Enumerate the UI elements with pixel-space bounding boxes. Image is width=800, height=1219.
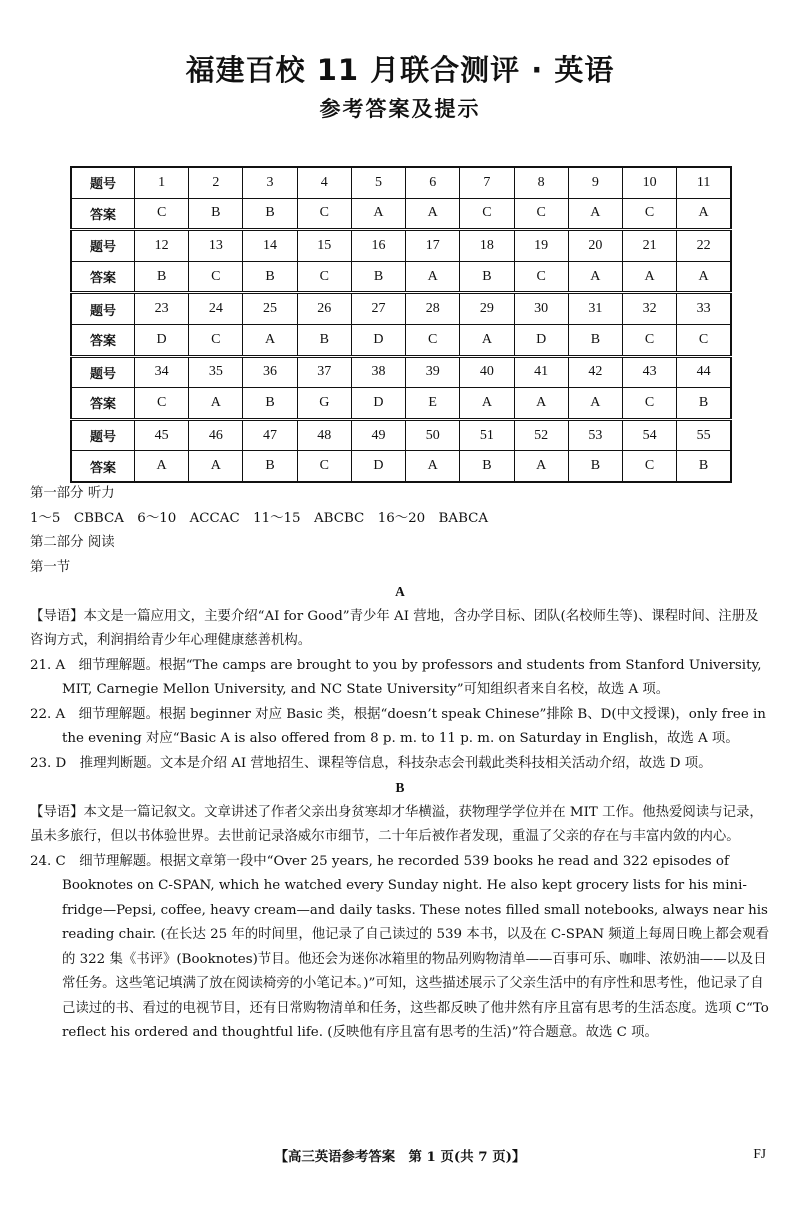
answer-row — [71, 261, 731, 293]
question-number-cell: 25 — [243, 293, 297, 325]
answer-cell: C — [189, 324, 243, 356]
question-number-cell: 12 — [135, 230, 189, 262]
answer-cell: B — [243, 451, 297, 482]
answer-cell: B — [568, 451, 622, 482]
answer-cell: A — [622, 261, 676, 293]
question-number-cell: 17 — [406, 230, 460, 262]
answer-explanations — [30, 482, 770, 1046]
question-number-cell: 43 — [622, 356, 676, 388]
question-number-cell: 48 — [297, 419, 351, 451]
question-number-cell: 51 — [460, 419, 514, 451]
answer-cell: D — [351, 324, 405, 356]
question-number-cell: 46 — [189, 419, 243, 451]
passage-b-label: B — [395, 780, 405, 795]
passage-b-guide: 【导语】本文是一篇记叙文。文章讲述了作者父亲出身贫寒却才华横溢，获物理学学位并在 MIT 工作。他热爱阅读与记录，虽未多旅行，但以书体验世界。去世前记录洛威尔市细节，二十年后被作者发现，重温了父亲的存在与丰富内敛的内心。 — [30, 804, 763, 844]
answer-cell: A — [406, 198, 460, 230]
question-number-row — [71, 356, 731, 388]
question-number-cell: 11 — [677, 167, 731, 198]
answer-cell: A — [568, 388, 622, 420]
passage-a-guide: 【导语】本文是一篇应用文，主要介绍“AI for Good”青少年 AI 营地，含办学目标、团队(名校师生等)、课程时间、注册及咨询方式，利润捐给青少年心理健康慈善机构。 — [30, 608, 759, 648]
answer-cell: C — [406, 324, 460, 356]
question-number-cell: 41 — [514, 356, 568, 388]
answer-cell: A — [135, 451, 189, 482]
row-header-answer: 答案 — [71, 198, 135, 230]
passage-a-label: A — [395, 584, 405, 599]
answer-cell: C — [622, 451, 676, 482]
part1-title: 第一部分 听力 — [30, 486, 115, 501]
answer-cell: G — [297, 388, 351, 420]
question-number-cell: 22 — [677, 230, 731, 262]
question-number-cell: 19 — [514, 230, 568, 262]
answer-cell: C — [297, 198, 351, 230]
listening-answers: 1～5 CBBCA 6～10 ACCAC 11～15 ABCBC 16～20 BABCA — [30, 510, 489, 526]
question-number-cell: 5 — [351, 167, 405, 198]
answer-cell: D — [135, 324, 189, 356]
answer-cell: C — [135, 388, 189, 420]
page-subtitle: 参考答案及提示 — [319, 97, 481, 121]
question-number-cell: 23 — [135, 293, 189, 325]
question-number-cell: 34 — [135, 356, 189, 388]
answer-cell: A — [568, 261, 622, 293]
question-number-cell: 10 — [622, 167, 676, 198]
answer-cell: A — [568, 198, 622, 230]
question-number-cell: 15 — [297, 230, 351, 262]
answer-cell: A — [406, 261, 460, 293]
question-number-cell: 2 — [189, 167, 243, 198]
answer-cell: A — [677, 198, 731, 230]
answer-cell: E — [406, 388, 460, 420]
answer-cell: A — [351, 198, 405, 230]
row-header-number: 题号 — [71, 167, 135, 198]
question-number-cell: 6 — [406, 167, 460, 198]
answer-cell: B — [677, 451, 731, 482]
question-number-cell: 21 — [622, 230, 676, 262]
answer-cell: A — [514, 388, 568, 420]
row-header-number: 题号 — [71, 419, 135, 451]
answer-row — [71, 388, 731, 420]
answer-cell: B — [189, 198, 243, 230]
answer-cell: B — [677, 388, 731, 420]
question-number-cell: 18 — [460, 230, 514, 262]
question-number-cell: 40 — [460, 356, 514, 388]
question-21: 21. A 细节理解题。根据“The camps are brought to you by professors and students from Stanford University, MIT, Carnegie Mellon University, and NC State University”可知组织者来自名校，故选 A 项。 — [30, 657, 762, 697]
question-number-row — [71, 230, 731, 262]
question-number-cell: 26 — [297, 293, 351, 325]
question-number-cell: 32 — [622, 293, 676, 325]
question-number-cell: 55 — [677, 419, 731, 451]
question-number-cell: 9 — [568, 167, 622, 198]
answer-cell: A — [189, 451, 243, 482]
question-number-cell: 27 — [351, 293, 405, 325]
question-number-row — [71, 167, 731, 198]
question-23: 23. D 推理判断题。文本是介绍 AI 营地招生、课程等信息，科技杂志会刊载此类科技相关活动介绍，故选 D 项。 — [30, 755, 712, 771]
question-number-cell: 47 — [243, 419, 297, 451]
question-number-cell: 28 — [406, 293, 460, 325]
answer-cell: B — [460, 451, 514, 482]
question-number-cell: 52 — [514, 419, 568, 451]
answer-row — [71, 324, 731, 356]
question-number-cell: 13 — [189, 230, 243, 262]
part2-title: 第二部分 阅读 — [30, 535, 115, 550]
question-number-cell: 38 — [351, 356, 405, 388]
question-number-cell: 35 — [189, 356, 243, 388]
row-header-number: 题号 — [71, 230, 135, 262]
answer-cell: C — [297, 261, 351, 293]
answer-cell: C — [514, 261, 568, 293]
answer-cell: B — [351, 261, 405, 293]
answer-cell: A — [514, 451, 568, 482]
answer-row — [71, 198, 731, 230]
answer-cell: C — [189, 261, 243, 293]
question-number-cell: 31 — [568, 293, 622, 325]
question-number-cell: 16 — [351, 230, 405, 262]
answer-cell: B — [135, 261, 189, 293]
question-number-cell: 3 — [243, 167, 297, 198]
answer-cell: C — [460, 198, 514, 230]
question-22: 22. A 细节理解题。根据 beginner 对应 Basic 类，根据“doesn’t speak Chinese”排除 B、D(中文授课)，only free in the evening 对应“Basic A is also offered from 8 p. m. to 11 p. m. on Saturday in English，故选 A 项。 — [30, 706, 766, 746]
question-number-cell: 53 — [568, 419, 622, 451]
answer-cell: B — [243, 388, 297, 420]
page-footer: 【高三英语参考答案 第 1 页(共 7 页)】 — [274, 1149, 526, 1165]
answer-cell: D — [514, 324, 568, 356]
question-number-row — [71, 293, 731, 325]
question-number-cell: 54 — [622, 419, 676, 451]
question-number-cell: 37 — [297, 356, 351, 388]
answer-cell: A — [460, 324, 514, 356]
row-header-answer: 答案 — [71, 261, 135, 293]
question-number-cell: 30 — [514, 293, 568, 325]
answer-cell: C — [514, 198, 568, 230]
question-number-cell: 39 — [406, 356, 460, 388]
answer-cell: D — [351, 451, 405, 482]
question-number-cell: 44 — [677, 356, 731, 388]
answer-cell: A — [243, 324, 297, 356]
row-header-number: 题号 — [71, 356, 135, 388]
question-number-cell: 14 — [243, 230, 297, 262]
answer-cell: B — [568, 324, 622, 356]
question-number-cell: 33 — [677, 293, 731, 325]
answer-cell: C — [677, 324, 731, 356]
answer-cell: C — [622, 324, 676, 356]
question-number-cell: 1 — [135, 167, 189, 198]
question-number-cell: 50 — [406, 419, 460, 451]
answer-cell: C — [297, 451, 351, 482]
question-number-cell: 42 — [568, 356, 622, 388]
answer-cell: A — [189, 388, 243, 420]
answer-cell: D — [351, 388, 405, 420]
answer-cell: C — [622, 388, 676, 420]
row-header-number: 题号 — [71, 293, 135, 325]
question-number-cell: 20 — [568, 230, 622, 262]
question-number-cell: 49 — [351, 419, 405, 451]
question-number-row — [71, 419, 731, 451]
question-number-cell: 36 — [243, 356, 297, 388]
question-number-cell: 8 — [514, 167, 568, 198]
question-24: 24. C 细节理解题。根据文章第一段中“Over 25 years, he recorded 539 books he read and 322 episodes of Booknotes on C-SPAN, which he watched every Sunday night. He also kept grocery lists for his mini-fridge—Pepsi, coffee, heavy cream—and daily tasks. These notes filled small notebooks, always near his reading chair. (在长达 25 年的时间里，他记录了自己读过的 539 本书，以及在 C-SPAN 频道上每周日晚上都会观看的 322 集《书评》(Booknotes)节目。他还会为迷你冰箱里的物品列购物清单——百事可乐、咖啡、浓奶油——以及日常任务。这些笔记填满了放在阅读椅旁的小笔记本。)”可知，这些描述展示了父亲生活中的有序性和思考性，他记录了自己读过的书、看过的电视节目，还有日常购物清单和任务，这些都反映了他井然有序且富有思考的生活态度。选项 C“To reflect his ordered and thoughtful life. (反映他有序且富有思考的生活)”符合题意。故选 C 项。 — [30, 853, 769, 1040]
answer-cell: C — [135, 198, 189, 230]
question-number-cell: 4 — [297, 167, 351, 198]
answer-cell: B — [243, 198, 297, 230]
answer-cell: A — [406, 451, 460, 482]
answer-cell: B — [243, 261, 297, 293]
answer-cell: A — [677, 261, 731, 293]
section1-title: 第一节 — [30, 559, 71, 575]
answer-cell: B — [297, 324, 351, 356]
question-number-cell: 45 — [135, 419, 189, 451]
row-header-answer: 答案 — [71, 451, 135, 482]
answer-row — [71, 451, 731, 482]
region-code: FJ — [753, 1146, 766, 1161]
question-number-cell: 7 — [460, 167, 514, 198]
page-title: 福建百校 11 月联合测评 · 英语 — [185, 53, 615, 87]
row-header-answer: 答案 — [71, 324, 135, 356]
answer-table — [70, 166, 732, 483]
row-header-answer: 答案 — [71, 388, 135, 420]
question-number-cell: 24 — [189, 293, 243, 325]
answer-cell: B — [460, 261, 514, 293]
answer-cell: A — [460, 388, 514, 420]
question-number-cell: 29 — [460, 293, 514, 325]
answer-cell: C — [622, 198, 676, 230]
